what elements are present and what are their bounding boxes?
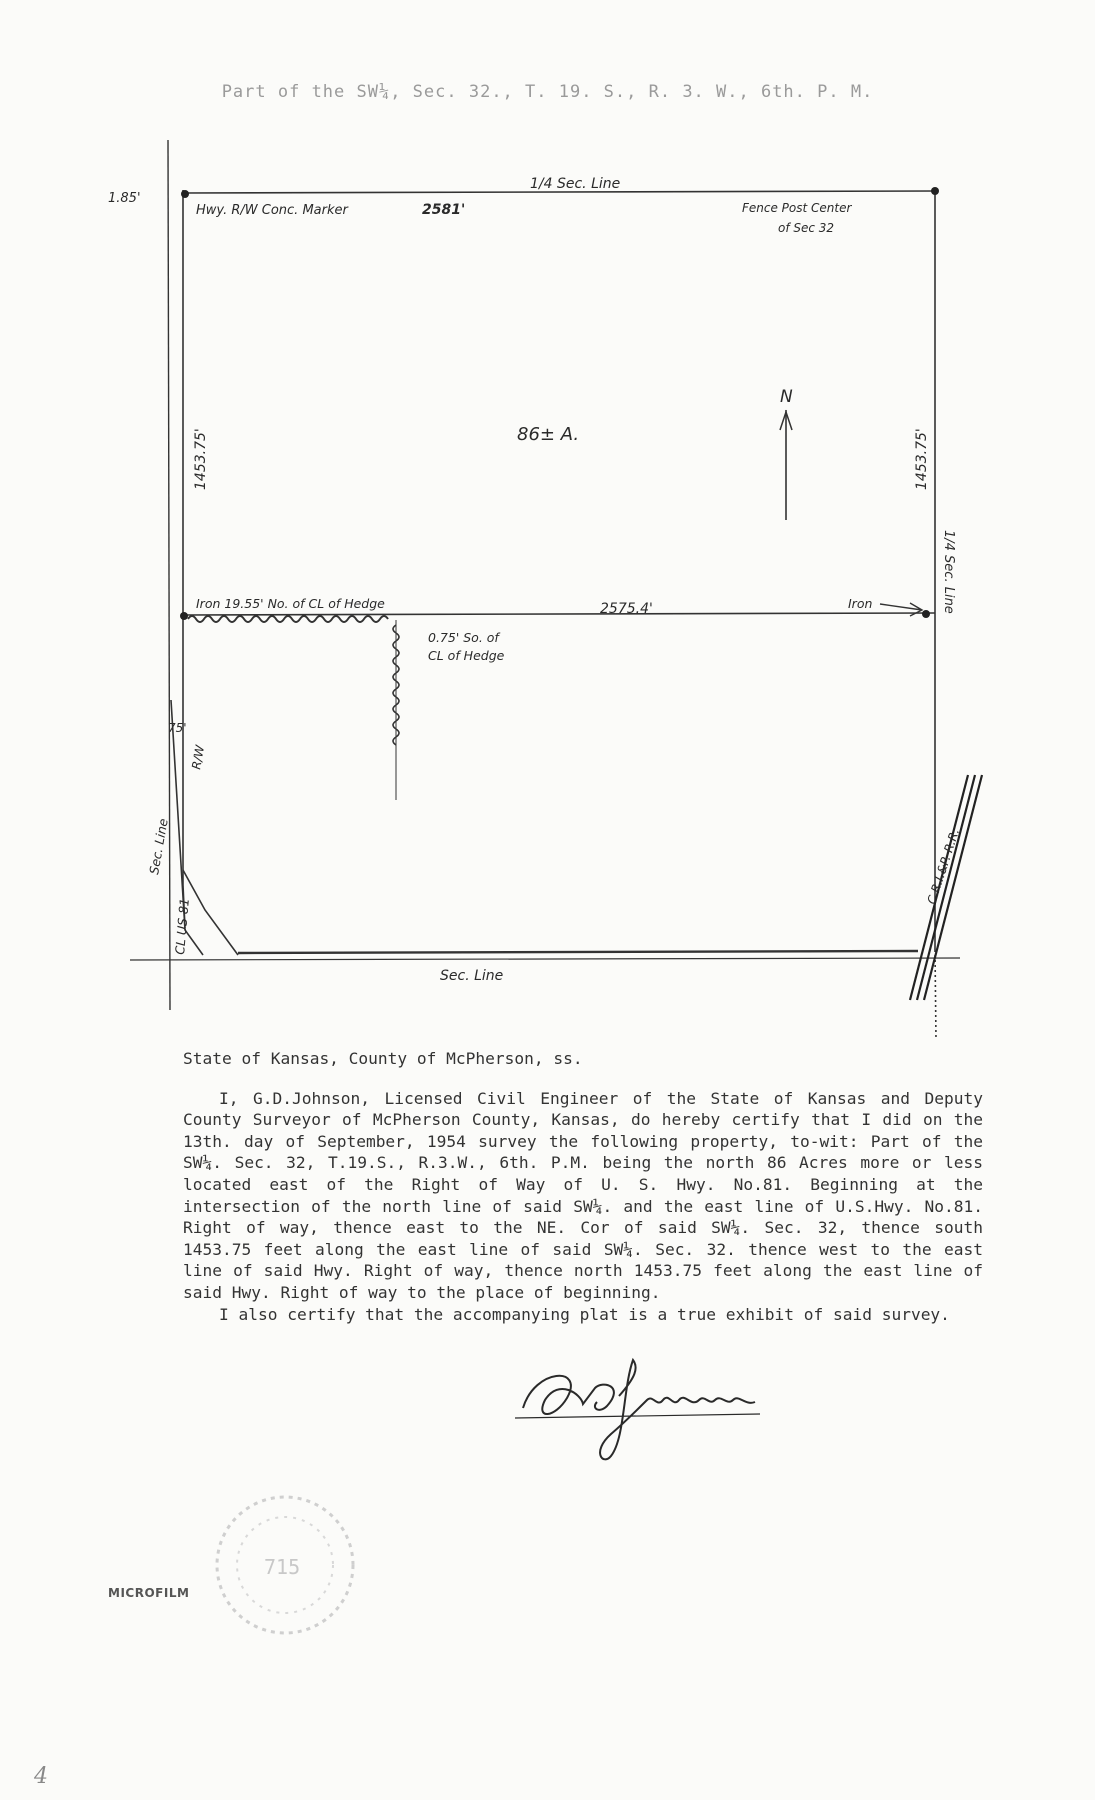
hedge-note-2: CL of Hedge xyxy=(428,648,505,663)
top-line-label: 1/4 Sec. Line xyxy=(530,176,621,192)
document-header: Part of the SW¼, Sec. 32., T. 19. S., R. 3. W., 6th. P. M. xyxy=(221,82,874,102)
certificate-text xyxy=(183,1048,983,1325)
top-right-note-2: of Sec 32 xyxy=(778,221,835,235)
east-length-label: 1453.75' xyxy=(914,428,930,490)
top-right-note-1: Fence Post Center xyxy=(742,201,852,215)
railroad-label: C.R.I.&P. R.R. xyxy=(924,826,963,906)
official-seal-stamp xyxy=(210,1490,360,1640)
certificate-body: I, G.D.Johnson, Licensed Civil Engineer of the State of Kansas and Deputy County Surveyor of McPherson County, Kansas, do hereby certify that I did on the 13th. day of September, 1954 survey the following property, to-wit: Part of the SW¼. Sec. 32, T.19.S., R.3.W., 6th. P.M. being the north 86 Acres more or less located east of the Right of Way of U. S. Hwy. No.81. Beginning at the intersection of the north line of said SW¼. and the east line of U.S.Hwy. No.81. Right of way, thence east to the NE. Cor of said SW¼. Sec. 32, thence south 1453.75 feet along the east line of said SW¼. Sec. 32. thence west to the east line of said Hwy. Right of way, thence north 1453.75 feet along the east line of said Hwy. Right of way to the place of beginning. xyxy=(183,1088,983,1302)
page-number: 4 xyxy=(34,1764,48,1789)
west-sec-line-label: Sec. Line xyxy=(146,817,171,876)
certificate-exhibit: I also certify that the accompanying plat is a true exhibit of said survey. xyxy=(219,1304,950,1324)
north-arrow-label: N xyxy=(780,387,793,407)
hedge-iron-label: Iron 19.55' No. of CL of Hedge xyxy=(196,596,385,611)
bottom-line-label: Sec. Line xyxy=(440,968,504,984)
microfilm-mark: MICROFILM xyxy=(108,1586,190,1600)
west-length-label: 1453.75' xyxy=(193,428,209,490)
acreage-label: 86± A. xyxy=(517,424,580,445)
east-line-label: 1/4 Sec. Line xyxy=(941,530,956,614)
hwy-centerline-label: CL US 81 xyxy=(172,897,192,956)
surveyor-signature xyxy=(515,1348,775,1478)
top-left-offset-label: 1.85' xyxy=(108,191,141,206)
hedge-length-label: 2575.4' xyxy=(600,601,653,617)
row-width-label: 75' xyxy=(168,721,187,735)
top-length-label: 2581' xyxy=(422,202,466,218)
top-left-marker-label: Hwy. R/W Conc. Marker xyxy=(196,203,348,218)
stamp-number: 715 xyxy=(264,1555,301,1579)
certificate-caption: State of Kansas, County of McPherson, ss. xyxy=(183,1049,583,1068)
hedge-note-1: 0.75' So. of xyxy=(428,630,499,645)
row-label: R/W xyxy=(189,744,208,771)
hedge-iron-east-label: Iron xyxy=(848,596,873,611)
